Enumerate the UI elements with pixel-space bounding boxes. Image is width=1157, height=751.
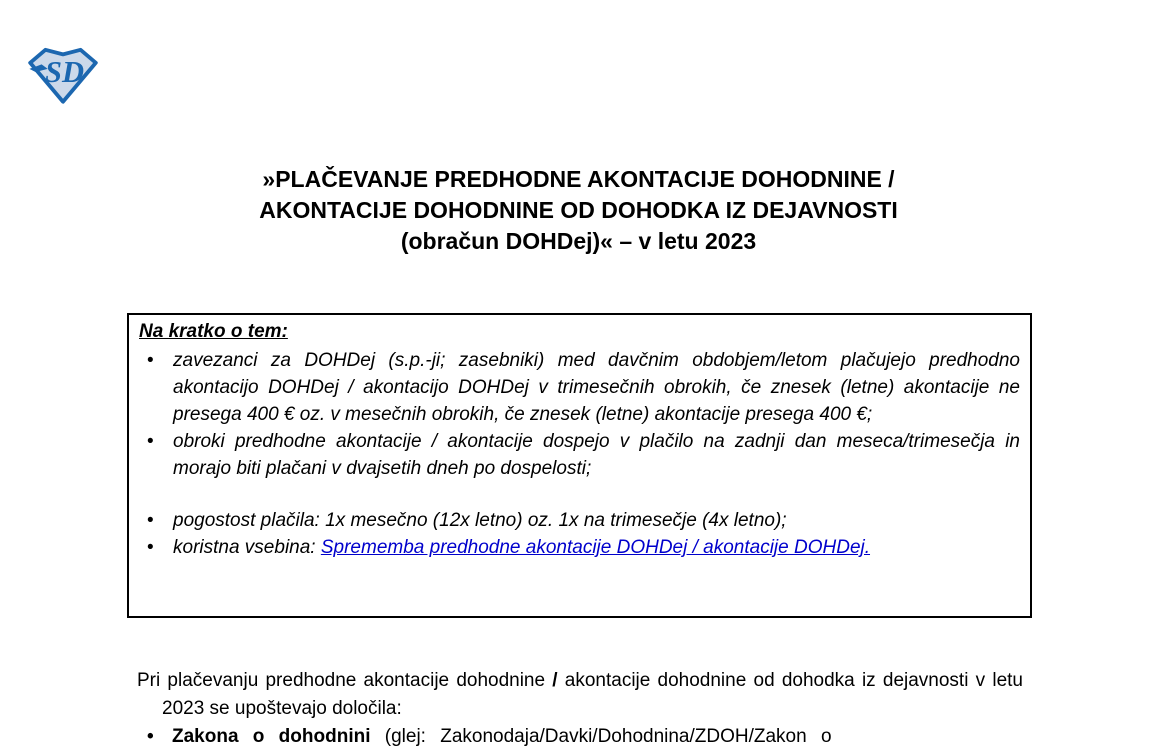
- useful-content-label: koristna vsebina:: [173, 537, 321, 558]
- body-paragraph: [137, 667, 1023, 723]
- body-paragraph-part1: Pri plačevanju predhodne akontacije dohodnine: [137, 670, 553, 691]
- body-bullet-rest-text: (glej: Zakonodaja/Davki/Dohodnina/ZDOH/Zakon o: [370, 726, 832, 747]
- summary-bullet-list: [139, 347, 1020, 561]
- body-section: [137, 667, 1023, 751]
- page-title-line1: »PLAČEVANJE PREDHODNE AKONTACIJE DOHODNINE /: [262, 166, 895, 192]
- sd-shield-logo-icon: [24, 46, 102, 104]
- page-title-line3: (obračun DOHDej)« – v letu 2023: [400, 228, 757, 254]
- summary-bullet-item: • pogostost plačila: 1x mesečno (12x letno) oz. 1x na trimesečje (4x letno);: [139, 507, 1020, 534]
- logo-letters: SD: [45, 54, 85, 89]
- body-bullet-bold-text: Zakona o dohodnini: [172, 726, 371, 747]
- page-title-line2: AKONTACIJE DOHODNINE OD DOHODKA IZ DEJAVNOSTI: [259, 197, 898, 223]
- summary-bullet-item: • zavezanci za DOHDej (s.p.-ji; zasebniki) med davčnim obdobjem/letom plačujejo predhodno akontacijo DOHDej / akontacijo DOHDej v trimesečnih obrokih, če znesek (letne) akontacije ne presega 400 € oz. v mesečnih obrokih, če znesek (letne) akontacije presega 400 €;: [139, 347, 1020, 428]
- body-paragraph-slash: /: [552, 670, 558, 691]
- page-title: [0, 164, 1157, 257]
- sprememba-akontacije-link[interactable]: Sprememba predhodne akontacije DOHDej / akontacije DOHDej.: [320, 537, 871, 558]
- summary-box-heading: Na kratko o tem:: [139, 321, 288, 342]
- body-paragraph-part2: akontacije dohodnine od dohodka iz dejavnosti v letu 2023 se upoštevajo določila:: [162, 670, 1023, 719]
- body-bullet-item: [137, 723, 1023, 751]
- summary-bullet-item: • obroki predhodne akontacije / akontacije dospejo v plačilo na zadnji dan meseca/trimesečja in morajo biti plačani v dvajsetih dneh po dospelosti;: [139, 428, 1020, 482]
- summary-bullet-item: [139, 534, 1020, 561]
- summary-box: [127, 313, 1032, 618]
